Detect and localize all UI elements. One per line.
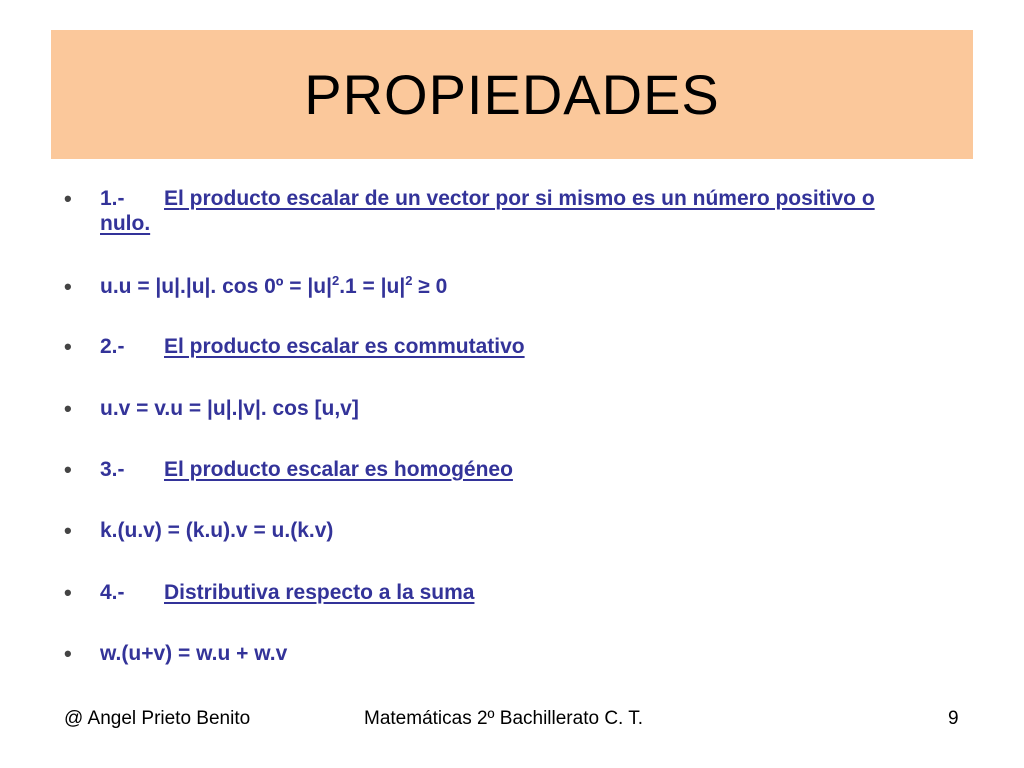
- formula-3: k.(u.v) = (k.u).v = u.(k.v): [100, 519, 334, 542]
- property-2-description: El producto escalar es commutativo: [164, 335, 525, 358]
- formula-1: u.u = |u|.|u|. cos 0º = $|u|^2.1 = |u|^2 \ge 0$: [100, 273, 448, 298]
- bullet: •: [64, 186, 72, 211]
- property-4-text: [100, 580, 924, 605]
- property-1-description: El producto escalar de un vector por si mismo es un número positivo o nulo.: [100, 187, 875, 235]
- bullet: •: [64, 518, 72, 543]
- footer-course: Matemáticas 2º Bachillerato C. T.: [364, 708, 644, 729]
- formula-2: u.v = v.u = |u|.|v|. cos [u,v]: [100, 397, 359, 420]
- bullet: •: [64, 274, 72, 299]
- bullet: •: [64, 334, 72, 359]
- formula-4: w.(u+v) = w.u + w.v: [100, 642, 288, 665]
- list-item-property-4: [64, 580, 924, 605]
- property-2-text: [100, 334, 924, 359]
- footer-author: @ Angel Prieto Benito: [64, 708, 251, 729]
- list-item-formula-2: [64, 396, 924, 421]
- bullet: •: [64, 580, 72, 605]
- bullet: •: [64, 396, 72, 421]
- property-3-number: 3.-: [100, 458, 125, 481]
- bullet: •: [64, 457, 72, 482]
- property-3-description: El producto escalar es homogéneo: [164, 458, 513, 481]
- list-item-formula-4: [64, 641, 924, 666]
- bullet: •: [64, 641, 72, 666]
- property-4-description: Distributiva respecto a la suma: [164, 581, 475, 604]
- page-title: PROPIEDADES: [304, 63, 720, 126]
- property-1-number: 1.-: [100, 187, 125, 210]
- list-item-property-3: [64, 457, 924, 482]
- property-1-text: [100, 186, 924, 236]
- footer-page-number: 9: [948, 708, 959, 729]
- list-item-property-1: [64, 186, 924, 236]
- property-2-number: 2.-: [100, 335, 125, 358]
- property-4-number: 4.-: [100, 581, 125, 604]
- list-item-formula-1: [64, 274, 924, 299]
- property-3-text: [100, 457, 924, 482]
- list-item-property-2: [64, 334, 924, 359]
- list-item-formula-3: [64, 518, 924, 543]
